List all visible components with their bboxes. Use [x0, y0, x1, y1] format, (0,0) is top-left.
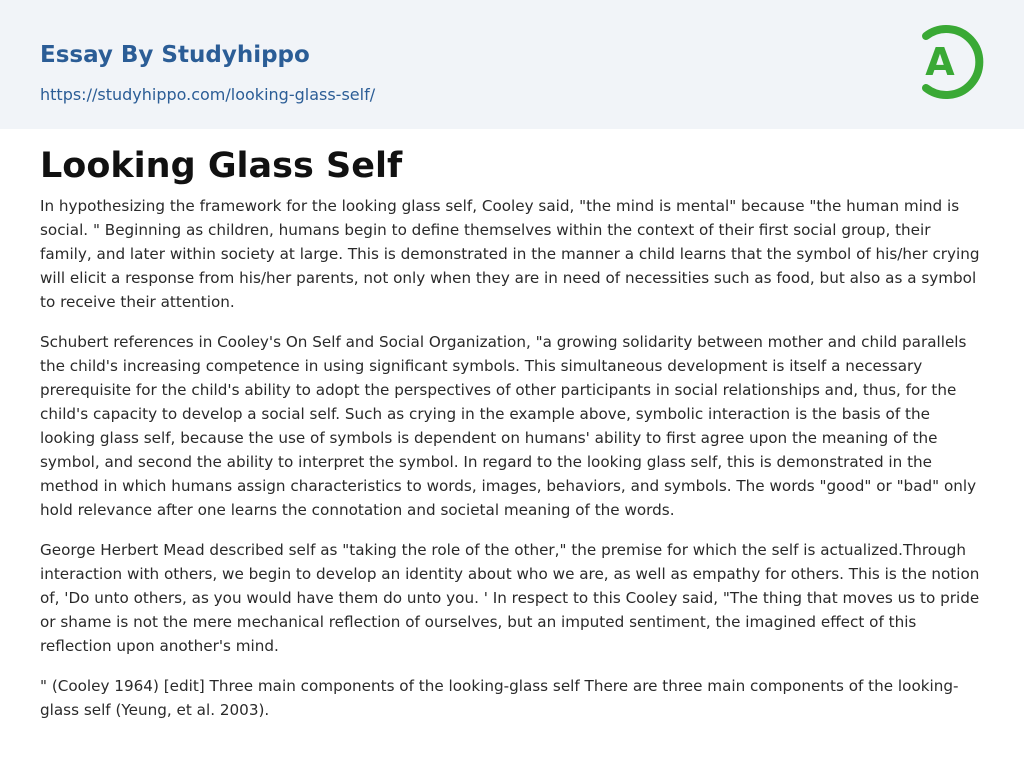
article-paragraph: " (Cooley 1964) [edit] Three main components of the looking-glass self There are three main components of the looking-glass self (Yeung, et al. 2003). [40, 677, 959, 719]
article-paragraph: In hypothesizing the framework for the looking glass self, Cooley said, "the mind is mental" because "the human mind is social. " Beginning as children, humans begin to define themselves within the context of their first social group, their family, and later within society at large. This is demonstrated in the manner a child learns that the symbol of his/her crying will elicit a response from his/her parents, not only when they are in need of necessities such as food, but also as a symbol to receive their attention. [40, 197, 980, 311]
article-paragraph: Schubert references in Cooley's On Self and Social Organization, "a growing solidarity between mother and child parallels the child's increasing competence in using significant symbols. This simultaneous development is itself a necessary prerequisite for the child's ability to adopt the perspectives of other participants in social relationships and, thus, for the child's capacity to develop a social self. Such as crying in the example above, symbolic interaction is the basis of the looking glass self, because the use of symbols is dependent on humans' ability to first agree upon the meaning of the symbol, and second the ability to interpret the symbol. In regard to the looking glass self, this is demonstrated in the method in which humans assign characteristics to words, images, behaviors, and symbols. The words "good" or "bad" only hold relevance after one learns the connotation and societal meaning of the words. [40, 333, 977, 519]
article-paragraph: George Herbert Mead described self as "taking the role of the other," the premise for which the self is actualized.Through interaction with others, we begin to develop an identity about who we are, as well as empathy for others. This is the notion of, 'Do unto others, as you would have them do unto you. ' In respect to this Cooley said, "The thing that moves us to pride or shame is not the mere mechanical reflection of ourselves, but an imputed sentiment, the imagined effect of this reflection upon another's mind. [40, 541, 980, 655]
article-title: Looking Glass Self [40, 146, 403, 186]
logo-letter: A [925, 40, 955, 84]
studyhippo-logo-icon[interactable] [912, 19, 986, 105]
source-url-link[interactable]: https://studyhippo.com/looking-glass-self/ [40, 85, 376, 104]
article-body [40, 194, 984, 738]
site-title[interactable]: Essay By Studyhippo [40, 42, 310, 68]
site-header [0, 0, 1024, 129]
